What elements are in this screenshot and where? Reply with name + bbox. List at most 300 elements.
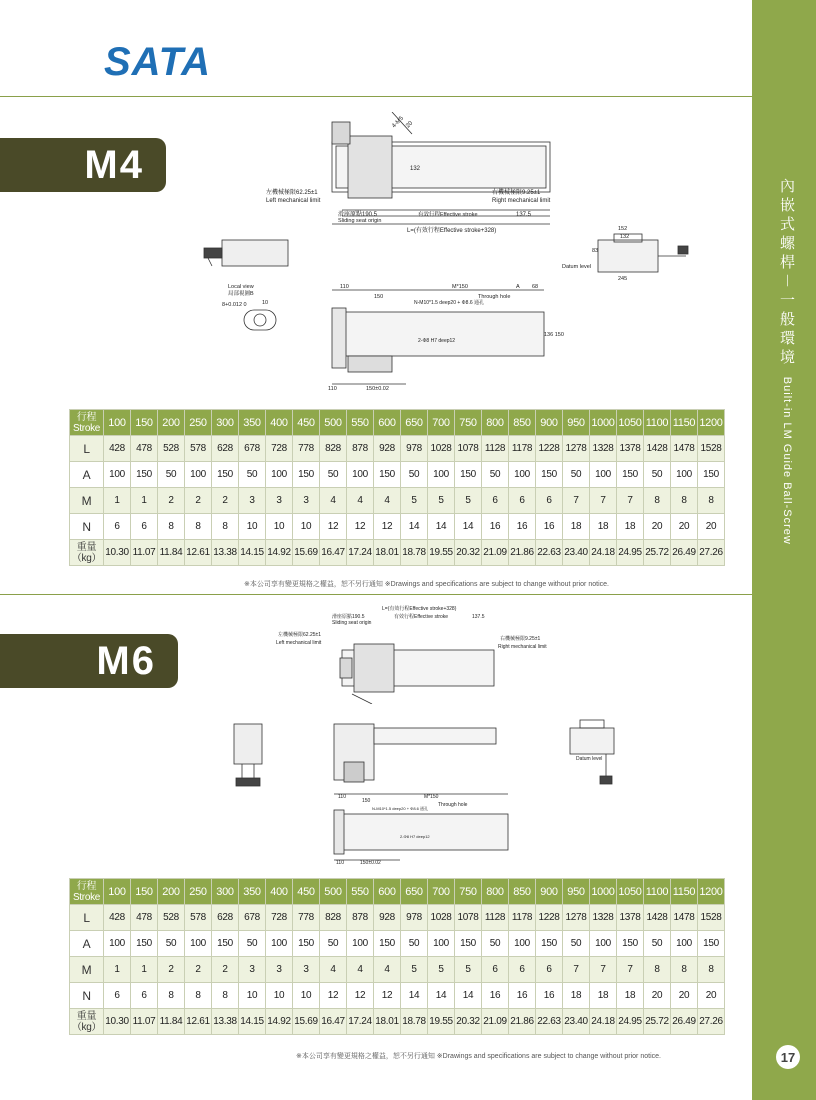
m4-datum-level: Datum level bbox=[562, 264, 592, 270]
m6-cell: 18 bbox=[590, 983, 617, 1009]
m4-cell: 2 bbox=[185, 488, 212, 514]
m4-stroke-cell: 500 bbox=[320, 410, 347, 436]
model-tab-m4: M4 bbox=[0, 138, 166, 192]
m4-cell: 8 bbox=[671, 488, 698, 514]
m4-motor-detail-drawing bbox=[198, 236, 292, 270]
m4-weight-cell: 15.69 bbox=[293, 540, 320, 566]
m6-dim-150-002: 150±0.02 bbox=[360, 860, 381, 866]
side-tab-title bbox=[777, 178, 798, 545]
m6-cell: 20 bbox=[644, 983, 671, 1009]
m4-cell: 150 bbox=[131, 462, 158, 488]
m6-cell: 878 bbox=[347, 905, 374, 931]
m4-table-header-row bbox=[70, 410, 725, 436]
m6-cell: 7 bbox=[563, 957, 590, 983]
m6-left-limit-cn: 左機械極限62.25±1 bbox=[278, 632, 322, 638]
m4-weight-cell: 21.09 bbox=[482, 540, 509, 566]
m4-cell: 8 bbox=[185, 514, 212, 540]
m6-cell: 18 bbox=[563, 983, 590, 1009]
m4-table-row-l bbox=[70, 436, 725, 462]
m4-weight-cell: 17.24 bbox=[347, 540, 374, 566]
m6-weight-cell: 21.86 bbox=[509, 1009, 536, 1035]
m6-left-limit-en: Left mechanical limit bbox=[276, 640, 322, 646]
m6-cell: 16 bbox=[482, 983, 509, 1009]
m4-stroke-cell: 950 bbox=[563, 410, 590, 436]
m6-cell: 150 bbox=[617, 931, 644, 957]
m4-stroke-cell: 400 bbox=[266, 410, 293, 436]
m4-stroke-cell: 450 bbox=[293, 410, 320, 436]
m6-stroke-cell: 500 bbox=[320, 879, 347, 905]
m4-tap-spec: N-M10*1.5 deep20 + Φ8.6 通孔 bbox=[414, 300, 485, 306]
m4-stroke-cell: 1000 bbox=[590, 410, 617, 436]
m4-cell: 4 bbox=[374, 488, 401, 514]
m6-stroke-header: 行程 Stroke bbox=[70, 879, 104, 905]
m6-weight-cell: 10.30 bbox=[104, 1009, 131, 1035]
m4-cell: 18 bbox=[617, 514, 644, 540]
m6-cell: 150 bbox=[293, 931, 320, 957]
m4-cell: 428 bbox=[104, 436, 131, 462]
m6-weight-cell: 26.49 bbox=[671, 1009, 698, 1035]
m6-weight-cell: 11.07 bbox=[131, 1009, 158, 1035]
m4-right-limit-en: Right mechanical limit bbox=[492, 198, 551, 204]
m6-weight-cell: 21.09 bbox=[482, 1009, 509, 1035]
m4-stroke-cell: 150 bbox=[131, 410, 158, 436]
m6-cell: 150 bbox=[455, 931, 482, 957]
m6-pin-spec: 2-Φ8 H7 deep12 bbox=[400, 834, 430, 839]
side-tab-title-cn: 內嵌式螺桿－一般環境 bbox=[778, 178, 796, 369]
side-tab bbox=[752, 0, 816, 1100]
m4-cell: 50 bbox=[320, 462, 347, 488]
m6-cell: 10 bbox=[239, 983, 266, 1009]
m6-weight-cell: 22.63 bbox=[536, 1009, 563, 1035]
m4-local-view-en: Local view bbox=[228, 284, 254, 290]
m6-cell: 628 bbox=[212, 905, 239, 931]
m4-weight-header: 重量 （kg） bbox=[70, 540, 104, 566]
m6-cell: 150 bbox=[131, 931, 158, 957]
m4-dim-132: 132 bbox=[410, 166, 421, 172]
m4-cell: 828 bbox=[320, 436, 347, 462]
m6-cell: 4 bbox=[374, 957, 401, 983]
m6-table-row-a bbox=[70, 931, 725, 957]
section-divider bbox=[0, 594, 752, 595]
m6-weight-cell: 11.84 bbox=[158, 1009, 185, 1035]
m6-cell: 1 bbox=[104, 957, 131, 983]
m6-stroke-cell: 550 bbox=[347, 879, 374, 905]
m4-row-label: N bbox=[70, 514, 104, 540]
m6-cell: 1 bbox=[131, 957, 158, 983]
m6-row-label: L bbox=[70, 905, 104, 931]
m4-stroke-cell: 350 bbox=[239, 410, 266, 436]
m6-cell: 8 bbox=[212, 983, 239, 1009]
m6-cell: 50 bbox=[320, 931, 347, 957]
page-number: 17 bbox=[776, 1045, 800, 1069]
m4-cell: 4 bbox=[320, 488, 347, 514]
m6-cell: 1428 bbox=[644, 905, 671, 931]
m4-weight-cell: 26.49 bbox=[671, 540, 698, 566]
m4-dim-150: 150 bbox=[374, 294, 384, 300]
m6-cell: 778 bbox=[293, 905, 320, 931]
m4-dim-83: 83 bbox=[592, 248, 599, 254]
m4-table-row-a bbox=[70, 462, 725, 488]
m4-cell: 978 bbox=[401, 436, 428, 462]
m6-cell: 100 bbox=[185, 931, 212, 957]
m4-stroke-cell: 600 bbox=[374, 410, 401, 436]
m4-cell: 10 bbox=[266, 514, 293, 540]
m4-weight-cell: 12.61 bbox=[185, 540, 212, 566]
m4-dim-20: 20 bbox=[405, 120, 415, 130]
m6-stroke-cell: 1200 bbox=[698, 879, 725, 905]
m4-local-view-cn: 局部視圖B bbox=[228, 291, 254, 297]
m6-cell: 1028 bbox=[428, 905, 455, 931]
m6-stroke-cell: 450 bbox=[293, 879, 320, 905]
m4-weight-cell: 18.01 bbox=[374, 540, 401, 566]
m4-left-limit-en: Left mechanical limit bbox=[266, 198, 321, 204]
m4-cell: 100 bbox=[185, 462, 212, 488]
m4-cell: 100 bbox=[671, 462, 698, 488]
m6-weight-cell: 13.38 bbox=[212, 1009, 239, 1035]
m6-through-hole: Through hole bbox=[438, 802, 468, 808]
m4-weight-cell: 22.63 bbox=[536, 540, 563, 566]
m6-cell: 100 bbox=[104, 931, 131, 957]
m4-cell: 100 bbox=[266, 462, 293, 488]
m6-cell: 6 bbox=[104, 983, 131, 1009]
m4-dim-245: 245 bbox=[618, 276, 628, 282]
m4-cell: 20 bbox=[644, 514, 671, 540]
m6-right-limit-en: Right mechanical limit bbox=[498, 644, 547, 650]
m4-cell: 2 bbox=[212, 488, 239, 514]
m4-cell: 628 bbox=[212, 436, 239, 462]
m6-cell: 20 bbox=[671, 983, 698, 1009]
m4-dim-110-bottom: 110 bbox=[328, 386, 337, 392]
m4-cell: 100 bbox=[428, 462, 455, 488]
m6-weight-cell: 24.95 bbox=[617, 1009, 644, 1035]
m4-stroke-cell: 1150 bbox=[671, 410, 698, 436]
m6-cell: 100 bbox=[671, 931, 698, 957]
m4-cell: 778 bbox=[293, 436, 320, 462]
m6-cell: 14 bbox=[455, 983, 482, 1009]
m6-cell: 8 bbox=[185, 983, 212, 1009]
m6-cell: 6 bbox=[482, 957, 509, 983]
m6-table-header-row bbox=[70, 879, 725, 905]
m4-dim-68: 68 bbox=[532, 284, 539, 290]
m6-weight-cell: 16.47 bbox=[320, 1009, 347, 1035]
m4-cell: 2 bbox=[158, 488, 185, 514]
m4-cell: 6 bbox=[509, 488, 536, 514]
m4-cell: 5 bbox=[455, 488, 482, 514]
m6-weight-cell: 17.24 bbox=[347, 1009, 374, 1035]
m4-weight-cell: 23.40 bbox=[563, 540, 590, 566]
m6-cell: 5 bbox=[401, 957, 428, 983]
m4-cell: 3 bbox=[293, 488, 320, 514]
m6-tap-spec: N-M10*1.5 deep20 + Φ8.6 通孔 bbox=[372, 806, 428, 811]
m6-dim-1375: 137.5 bbox=[472, 614, 485, 620]
m4-stroke-cell: 650 bbox=[401, 410, 428, 436]
m6-weight-cell: 25.72 bbox=[644, 1009, 671, 1035]
m6-stroke-cell: 200 bbox=[158, 879, 185, 905]
m6-stroke-cell: 950 bbox=[563, 879, 590, 905]
m4-cell: 3 bbox=[266, 488, 293, 514]
m6-cell: 3 bbox=[266, 957, 293, 983]
m6-cell: 8 bbox=[158, 983, 185, 1009]
m4-cell: 1078 bbox=[455, 436, 482, 462]
m4-stroke-cell: 100 bbox=[104, 410, 131, 436]
m6-stroke-cell: 100 bbox=[104, 879, 131, 905]
m6-stroke-cell: 900 bbox=[536, 879, 563, 905]
m4-weight-cell: 25.72 bbox=[644, 540, 671, 566]
m6-stroke-cell: 1050 bbox=[617, 879, 644, 905]
m4-cell: 728 bbox=[266, 436, 293, 462]
side-tab-title-en: Built-in LM Guide Ball-Screw bbox=[781, 376, 793, 545]
m4-bottom-view-drawing bbox=[326, 282, 576, 392]
m6-side-view-drawing bbox=[330, 722, 500, 786]
m6-cell: 7 bbox=[590, 957, 617, 983]
m6-cell: 100 bbox=[590, 931, 617, 957]
m4-cell: 7 bbox=[563, 488, 590, 514]
m6-cell: 678 bbox=[239, 905, 266, 931]
m6-cell: 4 bbox=[347, 957, 374, 983]
m4-dim-m5: 4-M5 bbox=[391, 115, 406, 130]
m6-bottom-view-drawing bbox=[330, 790, 520, 866]
m4-spec-table bbox=[69, 409, 725, 566]
m4-tol-012: 8+0.012 0 bbox=[222, 302, 247, 308]
m6-weight-cell: 23.40 bbox=[563, 1009, 590, 1035]
m6-cell: 3 bbox=[239, 957, 266, 983]
m4-cell: 6 bbox=[131, 514, 158, 540]
m4-cell: 578 bbox=[185, 436, 212, 462]
m6-stroke-cell: 350 bbox=[239, 879, 266, 905]
m4-stroke-cell: 250 bbox=[185, 410, 212, 436]
m4-cell: 6 bbox=[536, 488, 563, 514]
m4-cell: 100 bbox=[104, 462, 131, 488]
m4-stroke-cell: 750 bbox=[455, 410, 482, 436]
m4-cell: 50 bbox=[401, 462, 428, 488]
m4-cell: 18 bbox=[563, 514, 590, 540]
m6-cell: 50 bbox=[158, 931, 185, 957]
m4-stroke-cell: 900 bbox=[536, 410, 563, 436]
m6-dim-110: 110 bbox=[338, 794, 346, 800]
m6-cell: 18 bbox=[617, 983, 644, 1009]
m6-table-row-m bbox=[70, 957, 725, 983]
m4-cell: 50 bbox=[644, 462, 671, 488]
m4-weight-cell: 11.84 bbox=[158, 540, 185, 566]
m6-cell: 2 bbox=[158, 957, 185, 983]
m4-disclaimer-note: ※本公司享有變更規格之權益，恕不另行通知 ※Drawings and specifications are subject to change without prior notice. bbox=[244, 581, 609, 588]
m6-table-row-n bbox=[70, 983, 725, 1009]
m6-dim-110-bottom: 110 bbox=[336, 860, 344, 866]
m6-cell: 7 bbox=[617, 957, 644, 983]
m4-weight-cell: 21.86 bbox=[509, 540, 536, 566]
m6-right-limit-cn: 右機械極限9.25±1 bbox=[500, 636, 541, 642]
m6-weight-header: 重量 （kg） bbox=[70, 1009, 104, 1035]
m4-cell: 7 bbox=[590, 488, 617, 514]
m4-dim-1375: 137.5 bbox=[516, 212, 532, 218]
m4-weight-cell: 16.47 bbox=[320, 540, 347, 566]
m4-dim-152: 152 bbox=[618, 226, 628, 232]
m4-dim-132-end: 132 bbox=[620, 234, 630, 240]
m6-stroke-cell: 150 bbox=[131, 879, 158, 905]
m4-cell: 1 bbox=[104, 488, 131, 514]
m4-cell: 18 bbox=[590, 514, 617, 540]
m6-cell: 978 bbox=[401, 905, 428, 931]
m6-cell: 6 bbox=[509, 957, 536, 983]
m6-cell: 3 bbox=[293, 957, 320, 983]
m6-cell: 150 bbox=[374, 931, 401, 957]
m4-right-limit-cn: 右機械極限9.25±1 bbox=[492, 190, 541, 196]
m4-weight-cell: 14.15 bbox=[239, 540, 266, 566]
m4-cell: 8 bbox=[698, 488, 725, 514]
m6-cell: 100 bbox=[266, 931, 293, 957]
m4-stroke-cell: 300 bbox=[212, 410, 239, 436]
m4-cell: 8 bbox=[644, 488, 671, 514]
m6-cell: 150 bbox=[536, 931, 563, 957]
m4-stroke-cell: 1050 bbox=[617, 410, 644, 436]
m4-slide-origin-en: Sliding seat origin bbox=[338, 218, 382, 224]
m4-effective-stroke: 有效行程Effective stroke bbox=[418, 212, 478, 218]
m6-weight-cell: 20.32 bbox=[455, 1009, 482, 1035]
m4-top-view-drawing bbox=[262, 112, 562, 240]
m6-cell: 1078 bbox=[455, 905, 482, 931]
m4-cell: 1428 bbox=[644, 436, 671, 462]
m6-cell: 10 bbox=[266, 983, 293, 1009]
m4-cell: 50 bbox=[482, 462, 509, 488]
brand-logo: SATA bbox=[104, 40, 211, 84]
m6-cell: 8 bbox=[644, 957, 671, 983]
m6-cell: 1278 bbox=[563, 905, 590, 931]
m4-cell: 3 bbox=[239, 488, 266, 514]
m4-local-view-drawing bbox=[218, 282, 288, 340]
m4-cell: 5 bbox=[401, 488, 428, 514]
m4-stroke-cell: 1100 bbox=[644, 410, 671, 436]
m4-cell: 50 bbox=[239, 462, 266, 488]
m4-table-row-n bbox=[70, 514, 725, 540]
m4-weight-cell: 27.26 bbox=[698, 540, 725, 566]
m4-cell: 150 bbox=[293, 462, 320, 488]
m6-cell: 10 bbox=[293, 983, 320, 1009]
m6-weight-cell: 27.26 bbox=[698, 1009, 725, 1035]
m4-weight-cell: 18.78 bbox=[401, 540, 428, 566]
m6-cell: 2 bbox=[185, 957, 212, 983]
m6-cell: 8 bbox=[698, 957, 725, 983]
m6-stroke-cell: 1000 bbox=[590, 879, 617, 905]
m4-stroke-cell: 800 bbox=[482, 410, 509, 436]
m4-length-formula: L=(有效行程Effective stroke+328) bbox=[407, 228, 497, 234]
m4-cell: 928 bbox=[374, 436, 401, 462]
m4-weight-cell: 11.07 bbox=[131, 540, 158, 566]
m4-cell: 20 bbox=[698, 514, 725, 540]
m6-stroke-cell: 1150 bbox=[671, 879, 698, 905]
m4-row-label: L bbox=[70, 436, 104, 462]
m6-cell: 150 bbox=[698, 931, 725, 957]
m6-stroke-cell: 400 bbox=[266, 879, 293, 905]
m6-cell: 150 bbox=[212, 931, 239, 957]
m6-row-label: N bbox=[70, 983, 104, 1009]
m6-cell: 528 bbox=[158, 905, 185, 931]
m4-cell: 150 bbox=[617, 462, 644, 488]
m6-stroke-cell: 800 bbox=[482, 879, 509, 905]
m6-slide-origin-cn: 滑座原點190.5 bbox=[332, 614, 365, 620]
m4-cell: 100 bbox=[590, 462, 617, 488]
m6-cell: 16 bbox=[509, 983, 536, 1009]
m4-dim-a: A bbox=[516, 284, 520, 290]
m4-stroke-cell: 850 bbox=[509, 410, 536, 436]
m6-weight-cell: 24.18 bbox=[590, 1009, 617, 1035]
m4-dim-136-150: 136 150 bbox=[544, 332, 564, 338]
m4-cell: 6 bbox=[482, 488, 509, 514]
m4-cell: 878 bbox=[347, 436, 374, 462]
m4-table-row-weight bbox=[70, 540, 725, 566]
m6-cell: 50 bbox=[239, 931, 266, 957]
m4-cell: 1528 bbox=[698, 436, 725, 462]
m4-stroke-cell: 550 bbox=[347, 410, 374, 436]
m4-cell: 100 bbox=[509, 462, 536, 488]
m4-slide-origin-cn: 滑座原點190.5 bbox=[338, 212, 378, 218]
m6-cell: 12 bbox=[320, 983, 347, 1009]
m6-cell: 50 bbox=[401, 931, 428, 957]
m4-through-hole: Through hole bbox=[478, 294, 511, 300]
m6-cell: 16 bbox=[536, 983, 563, 1009]
m4-cell: 1278 bbox=[563, 436, 590, 462]
m6-datum-level: Datum level bbox=[576, 756, 603, 762]
m6-length-formula: L=(有效行程Effective stroke+328) bbox=[382, 606, 457, 612]
m4-cell: 16 bbox=[482, 514, 509, 540]
m6-stroke-cell: 700 bbox=[428, 879, 455, 905]
m4-cell: 7 bbox=[617, 488, 644, 514]
m6-cell: 728 bbox=[266, 905, 293, 931]
m4-cell: 4 bbox=[347, 488, 374, 514]
m4-end-view-drawing bbox=[562, 220, 698, 282]
m4-stroke-cell: 700 bbox=[428, 410, 455, 436]
m6-end-view-drawing bbox=[556, 710, 636, 790]
m6-stroke-cell: 600 bbox=[374, 879, 401, 905]
m6-cell: 100 bbox=[509, 931, 536, 957]
m6-cell: 1328 bbox=[590, 905, 617, 931]
m6-weight-cell: 18.78 bbox=[401, 1009, 428, 1035]
m6-cell: 12 bbox=[347, 983, 374, 1009]
m4-weight-cell: 24.95 bbox=[617, 540, 644, 566]
m6-stroke-cell: 1100 bbox=[644, 879, 671, 905]
m6-cell: 6 bbox=[536, 957, 563, 983]
m6-weight-cell: 15.69 bbox=[293, 1009, 320, 1035]
m6-stroke-cell: 300 bbox=[212, 879, 239, 905]
m6-cell: 828 bbox=[320, 905, 347, 931]
m6-weight-cell: 19.55 bbox=[428, 1009, 455, 1035]
m4-cell: 10 bbox=[239, 514, 266, 540]
m6-cell: 1228 bbox=[536, 905, 563, 931]
m6-weight-cell: 18.01 bbox=[374, 1009, 401, 1035]
m4-stroke-cell: 200 bbox=[158, 410, 185, 436]
m6-cell: 12 bbox=[374, 983, 401, 1009]
m4-cell: 10 bbox=[293, 514, 320, 540]
m4-cell: 12 bbox=[347, 514, 374, 540]
m6-cell: 2 bbox=[212, 957, 239, 983]
m4-cell: 20 bbox=[671, 514, 698, 540]
m6-cell: 50 bbox=[563, 931, 590, 957]
m4-cell: 14 bbox=[455, 514, 482, 540]
m4-cell: 1378 bbox=[617, 436, 644, 462]
m4-table-row-m bbox=[70, 488, 725, 514]
m4-cell: 478 bbox=[131, 436, 158, 462]
m4-row-label: M bbox=[70, 488, 104, 514]
m4-cell: 150 bbox=[374, 462, 401, 488]
m4-weight-cell: 24.18 bbox=[590, 540, 617, 566]
m4-cell: 150 bbox=[698, 462, 725, 488]
m6-dim-150: 150 bbox=[362, 798, 371, 804]
m4-cell: 150 bbox=[455, 462, 482, 488]
m6-stroke-cell: 250 bbox=[185, 879, 212, 905]
m6-cell: 8 bbox=[671, 957, 698, 983]
header-divider bbox=[0, 96, 752, 97]
m6-stroke-cell: 650 bbox=[401, 879, 428, 905]
m4-cell: 1 bbox=[131, 488, 158, 514]
